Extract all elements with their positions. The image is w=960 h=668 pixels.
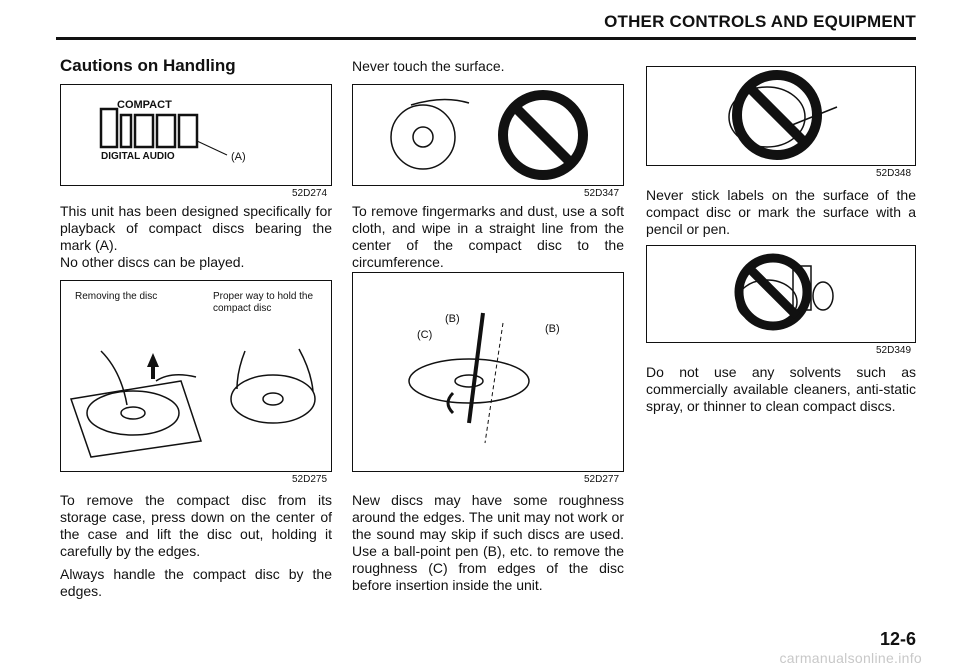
figure-cd-logo — [60, 84, 332, 186]
paragraph-no-solvents: Do not use any solvents such as commercially available cleaners, anti-static spray, or thinner to clean compact discs. — [646, 364, 916, 414]
figure-removing-disc — [60, 280, 332, 472]
figure-never-touch — [352, 84, 624, 186]
cd-logo-bottom-text: DIGITAL AUDIO — [101, 151, 175, 162]
pen-roughness-illustration — [353, 273, 625, 473]
header-rule — [56, 37, 916, 40]
watermark: carmanualsonline.info — [779, 650, 922, 666]
figure-no-labels — [646, 66, 916, 166]
paragraph-fingermarks: To remove fingermarks and dust, use a soft cloth, and wipe in a straight line from the center of the compact disc to the circumference. — [352, 203, 624, 270]
page-number: 12-6 — [879, 629, 916, 649]
page-header-title: OTHER CONTROLS AND EQUIPMENT — [604, 12, 916, 31]
never-touch-illustration — [353, 85, 625, 187]
col1-text-b — [60, 492, 332, 600]
col1-text-a — [60, 203, 332, 271]
paragraph-handle-edges: Always handle the compact disc by the edges. — [60, 566, 332, 599]
label-c: (C) — [417, 329, 433, 341]
paragraph-no-other: No other discs can be played. — [60, 254, 245, 270]
figure-no-solvents — [646, 245, 916, 343]
figure-code-52d348: 52D348 — [876, 168, 912, 179]
paragraph-no-labels: Never stick labels on the surface of the compact disc or mark the surface with a pencil or pen. — [646, 187, 916, 237]
no-solvents-illustration — [647, 246, 917, 344]
figure-pen-roughness — [352, 272, 624, 472]
caption-removing-disc: Removing the disc — [75, 291, 158, 302]
figure-code-52d349: 52D349 — [876, 345, 912, 356]
cd-logo-illustration — [61, 85, 333, 187]
label-b-right: (B) — [545, 323, 560, 335]
figure-code-52d275: 52D275 — [292, 474, 328, 485]
paragraph-new-discs: New discs may have some roughness around the edges. The unit may not work or the sound may skip if such discs are used. Use a ball-point pen (B), etc. to remove the roughness (C) from edges of the disc before insertion inside the unit. — [352, 492, 624, 593]
no-labels-illustration — [647, 67, 917, 167]
figure-code-52d347: 52D347 — [584, 188, 620, 199]
figure-code-52d274: 52D274 — [292, 188, 328, 199]
paragraph-designed-for: This unit has been designed specifically for playback of compact discs bearing the mark (A). — [60, 203, 332, 253]
section-title: Cautions on Handling — [60, 56, 236, 75]
label-b-left: (B) — [445, 313, 460, 325]
removing-disc-illustration — [61, 281, 333, 473]
caption-proper-hold: Proper way to hold the compact disc — [213, 291, 314, 314]
intro-never-touch: Never touch the surface. — [352, 58, 505, 74]
paragraph-remove-storage: To remove the compact disc from its storage case, press down on the center of the case and lift the disc out, holding it carefully by the edges. — [60, 492, 332, 559]
cd-logo-top-text: COMPACT — [117, 99, 172, 111]
figure-code-52d277: 52D277 — [584, 474, 620, 485]
mark-a-label: (A) — [231, 151, 246, 163]
